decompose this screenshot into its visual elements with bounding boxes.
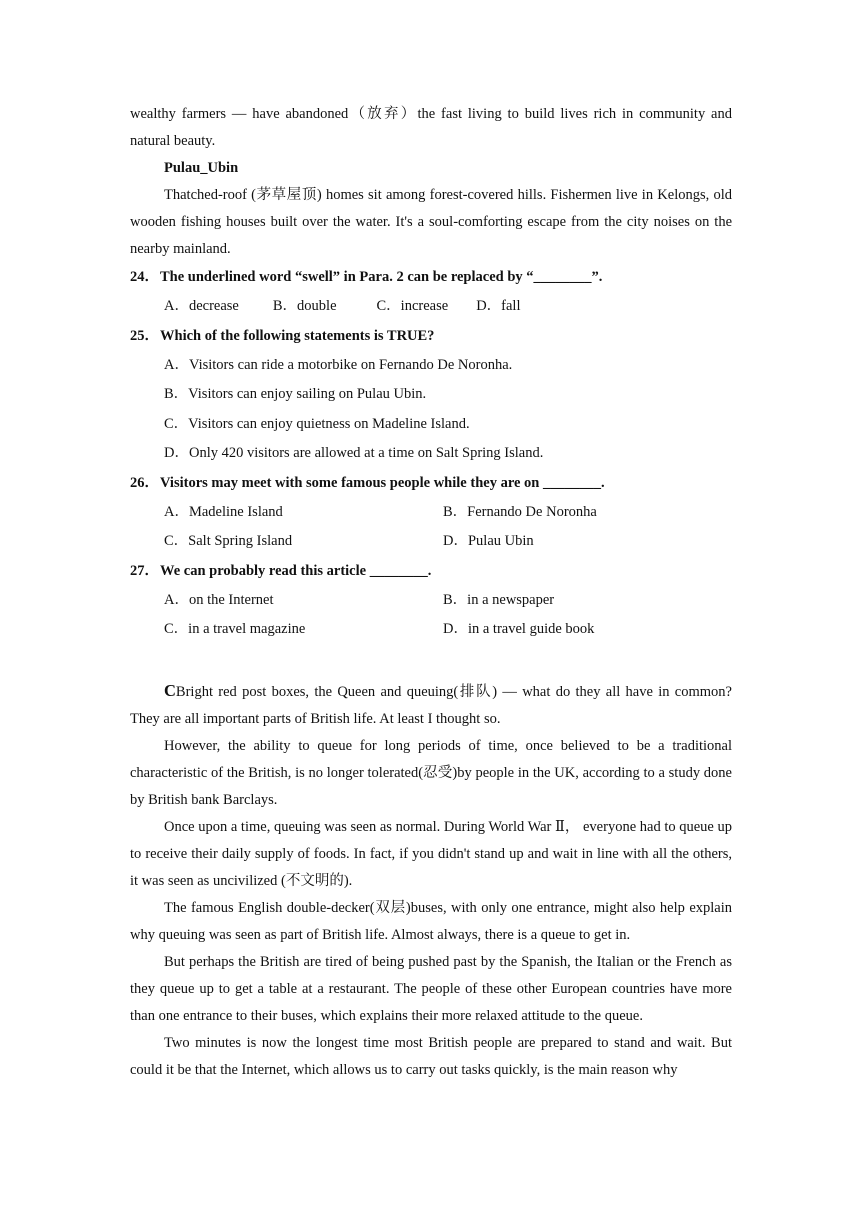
question-26-options-row-2: [130, 527, 732, 557]
option-a: A．decrease: [164, 298, 239, 314]
question-number: 25．: [130, 327, 159, 344]
paragraph-text: Bright red post boxes, the Queen and queuing(排队) — what do they all have in common? They are all important parts of British life. At least I thought so.: [130, 683, 732, 727]
question-25: [130, 322, 732, 469]
option-b: B．in a newspaper: [443, 591, 555, 608]
option-c: C．increase: [376, 298, 449, 314]
section-spacer: [130, 645, 732, 677]
option-b: B．Visitors can enjoy sailing on Pulau Ubin.: [164, 386, 427, 402]
question-27-stem: [130, 557, 732, 586]
option-a: A．on the Internet: [164, 591, 274, 608]
option-c: C．Visitors can enjoy quietness on Madeline Island.: [164, 415, 470, 432]
passage-c-paragraph-2: However, the ability to queue for long periods of time, once believed to be a traditional characteristic of the British, is no longer tolerated(忍受)by people in the UK, according to a study done by British bank Barclays.: [130, 737, 732, 808]
document-page: [130, 101, 732, 1084]
stem-text-end: .: [427, 562, 432, 579]
paragraph-pulau-ubin: Thatched-roof (茅草屋顶) homes sit among forest-covered hills. Fishermen live in Kelongs, old wooden fishing houses built over the water. It's a soul-comforting escape from the city noises on the nearby mainland.: [130, 187, 732, 257]
question-24-options: [130, 292, 732, 322]
passage-c-paragraph-1: [130, 677, 732, 733]
question-number: 26．: [130, 474, 159, 491]
stem-text: The underlined word “swell” in Para. 2 can be replaced by “: [160, 269, 534, 285]
stem-text: We can probably read this article: [160, 562, 370, 579]
answer-blank: ________: [369, 562, 428, 579]
stem-text-end: ”.: [591, 269, 603, 285]
paragraph-continued: wealthy farmers — have abandoned（放弃）the fast living to build lives rich in community and natural beauty.: [130, 106, 732, 149]
stem-text-end: .: [601, 474, 605, 491]
question-25-stem: [130, 322, 732, 351]
answer-blank: ________: [533, 269, 592, 285]
option-d: D．Only 420 visitors are allowed at a time on Salt Spring Island.: [164, 445, 544, 461]
question-26-options-row-1: [130, 498, 732, 528]
option-a: A．Madeline Island: [164, 503, 283, 520]
stem-text: Visitors may meet with some famous people while they are on: [160, 474, 543, 491]
question-26: [130, 469, 732, 557]
passage-c-paragraph-4: The famous English double-decker(双层)buses, with only one entrance, might also help explain why queuing was seen as part of British life. Almost always, there is a queue to get in.: [130, 899, 732, 943]
option-c: C．Salt Spring Island: [164, 533, 293, 549]
question-24-stem: [130, 263, 732, 292]
option-d: D．fall: [476, 298, 521, 314]
question-24: [130, 263, 732, 322]
passage-c-paragraph-3: Once upon a time, queuing was seen as normal. During World War Ⅱ， everyone had to queue up to receive their daily supply of foods. In fact, if you didn't stand up and wait in line with all the others, it was seen as uncivilized (不文明的).: [130, 818, 732, 889]
option-b: B．Fernando De Noronha: [443, 503, 597, 520]
question-27-options-row-1: [130, 586, 732, 616]
stem-text: Which of the following statements is TRUE?: [160, 327, 435, 344]
option-d: D．Pulau Ubin: [443, 533, 534, 549]
question-27-options-row-2: [130, 615, 732, 645]
option-d: D．in a travel guide book: [443, 621, 595, 637]
passage-c-paragraph-5: But perhaps the British are tired of being pushed past by the Spanish, the Italian or the French as they queue up to get a table at a restaurant. The people of these other European countries have more than one entrance to their buses, which explains their more relaxed attitude to the queue.: [130, 953, 732, 1024]
section-heading-pulau-ubin: Pulau_Ubin: [164, 160, 239, 176]
question-26-stem: [130, 469, 732, 498]
question-number: 27．: [130, 562, 159, 579]
option-a: A．Visitors can ride a motorbike on Fernando De Noronha.: [164, 356, 513, 373]
option-b: B．double: [272, 298, 337, 314]
passage-c-paragraph-6: Two minutes is now the longest time most British people are prepared to stand and wait. But could it be that the Internet, which allows us to carry out tasks quickly, is the main reason why: [130, 1034, 732, 1078]
passage-letter: C: [164, 680, 176, 700]
option-c: C．in a travel magazine: [164, 621, 306, 637]
answer-blank: ________: [543, 474, 601, 491]
question-27: [130, 557, 732, 645]
question-number: 24．: [130, 269, 159, 285]
